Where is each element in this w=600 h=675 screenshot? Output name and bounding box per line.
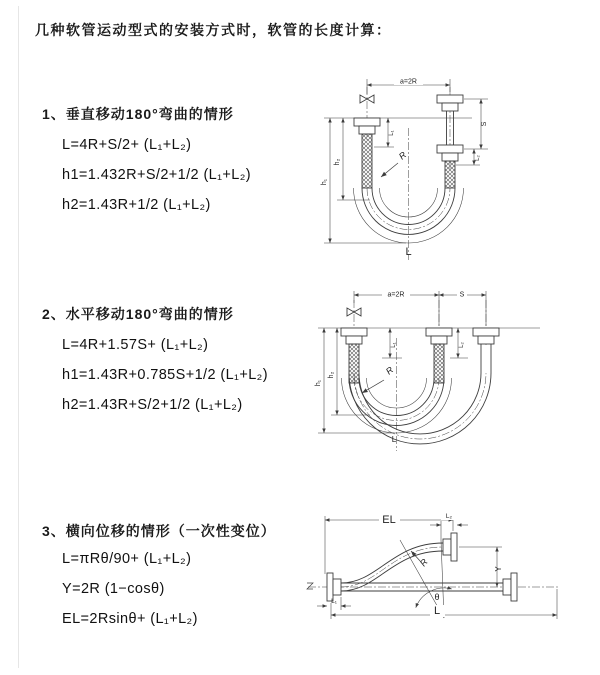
middle-pipe-fitting	[426, 328, 452, 383]
right-pipe-fitting	[437, 95, 463, 188]
hose-u-bend-position2	[349, 373, 491, 444]
formula-line: h2=1.43R+1/2 (L₁+L₂)	[62, 197, 211, 213]
page-title: 几种软管运动型式的安装方式时，软管的长度计算：	[35, 22, 392, 38]
radius-label: R	[383, 364, 396, 377]
upper-flange	[443, 533, 457, 561]
dimension-lines	[324, 79, 488, 243]
dim-label-s: S	[459, 291, 465, 299]
dim-label-l1: L₁	[391, 342, 397, 348]
dim-label-h2: h₂	[328, 371, 335, 379]
dim-label-a2r: a=2R	[387, 291, 405, 299]
dim-label-l2: L₂	[475, 155, 481, 161]
s-curve-hose	[341, 543, 443, 591]
hose-length-label: L	[391, 435, 397, 444]
radius-label: R	[417, 556, 430, 569]
radius-pointer	[381, 163, 398, 177]
hose-braid	[362, 134, 372, 188]
dim-label-h2: h₂	[334, 158, 341, 166]
angle-label: θ	[434, 592, 440, 602]
radius-label: R	[396, 149, 409, 162]
hose-length-label: L	[405, 246, 412, 258]
formula-line: h2=1.43R+S/2+1/2 (L₁+L₂)	[62, 397, 243, 413]
formula-line: L=πRθ/90+ (L₁+L₂)	[62, 551, 192, 567]
centerline-break-symbol	[307, 583, 313, 589]
section-2-heading: 2、水平移动180°弯曲的情形	[42, 306, 234, 322]
dim-label-y: Y	[494, 566, 503, 572]
section-3-heading: 3、横向位移的情形（一次性变位）	[42, 523, 276, 539]
left-pipe-fitting	[354, 118, 380, 188]
dim-label-l2: L₂	[459, 342, 465, 348]
dim-label-a2r: a=2R	[400, 78, 417, 86]
dim-label-s: S	[481, 121, 488, 127]
dim-label-h1: h₁	[315, 379, 322, 387]
diagram-horizontal-180-bend	[310, 283, 600, 468]
diagram-lateral-displacement	[300, 500, 600, 670]
dimension-lines	[317, 516, 557, 619]
formula-line: h1=1.43R+0.785S+1/2 (L₁+L₂)	[62, 367, 268, 383]
formula-line: L=4R+S/2+ (L₁+L₂)	[62, 137, 192, 153]
hose-braid	[434, 344, 444, 383]
dimension-lines	[318, 291, 486, 433]
diagram-vertical-180-bend	[310, 70, 600, 265]
section-1-heading: 1、垂直移动180°弯曲的情形	[42, 106, 234, 122]
formula-line: EL=2Rsinθ+ (L₁+L₂)	[62, 611, 198, 627]
right-lower-flange	[503, 573, 517, 601]
dim-label-l1: L₁	[331, 598, 337, 605]
hose-braid	[445, 161, 455, 188]
dim-label-l1: L₁	[389, 130, 395, 136]
formula-line: h1=1.432R+S/2+1/2 (L₁+L₂)	[62, 167, 252, 183]
displaced-pipe-fitting	[473, 328, 499, 373]
radius-pointer	[362, 380, 384, 393]
page-edge-line	[18, 6, 19, 668]
dim-label-l2: L₂	[445, 513, 453, 520]
dim-label-l: L	[433, 605, 441, 617]
formula-line: Y=2R (1−cosθ)	[62, 581, 165, 597]
left-flange	[327, 573, 341, 601]
dim-label-h1: h₁	[321, 178, 328, 186]
formula-line: L=4R+1.57S+ (L₁+L₂)	[62, 337, 209, 353]
dim-label-el: EL	[382, 514, 396, 526]
